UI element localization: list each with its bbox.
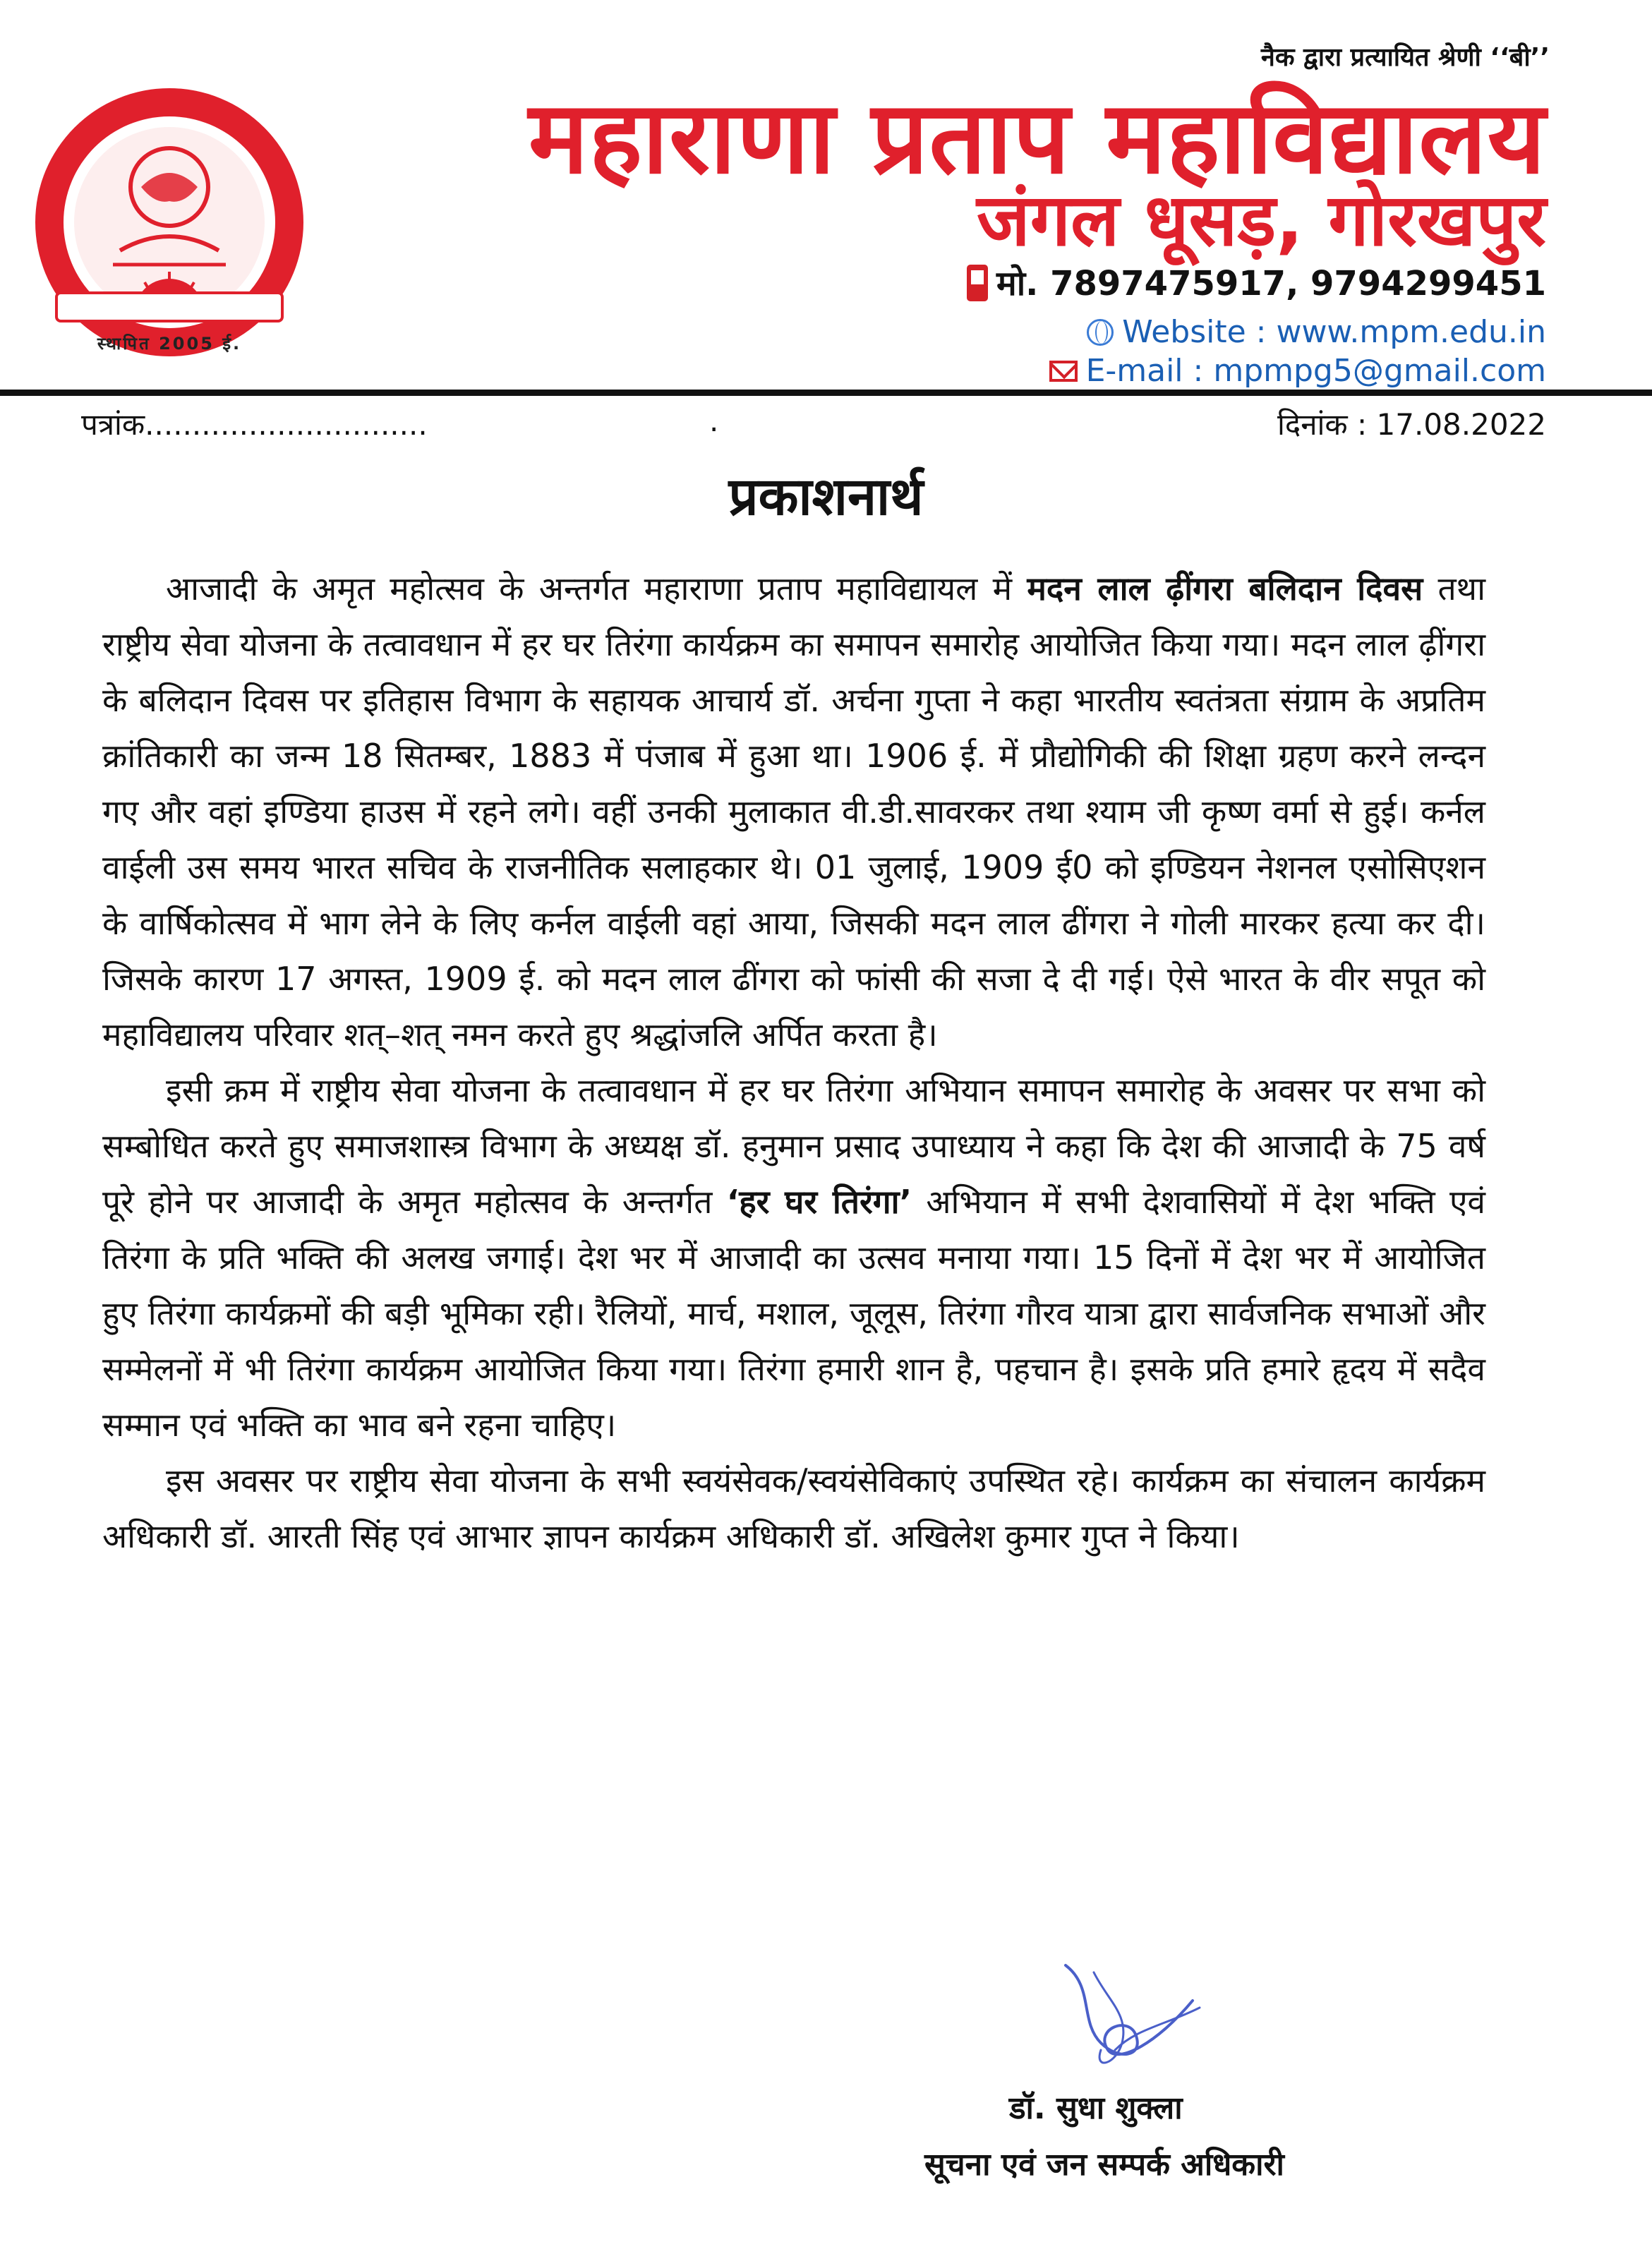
paragraph-3: इस अवसर पर राष्ट्रीय सेवा योजना के सभी स्वयंसेवक/स्वयंसेविकाएं उपस्थित रहे। कार्यक्रम का संचालन कार्यक्रम अधिकारी डॉ. आरती सिंह एवं आभार ज्ञापन कार्यक्रम अधिकारी डॉ. अखिलेश कुमार गुप्त ने किया। bbox=[102, 1461, 1485, 1555]
letter-date: दिनांक : 17.08.2022 bbox=[1277, 407, 1546, 442]
highlight-sacrifice-day: मदन लाल ढ़ींगरा बलिदान दिवस bbox=[1027, 569, 1423, 608]
email-row bbox=[1049, 353, 1546, 389]
signer-name: डॉ. सुधा शुक्ला bbox=[1009, 2090, 1183, 2126]
phone-numbers: मो. 7897475917, 9794299451 bbox=[996, 264, 1546, 303]
reference-number: पत्रांक.............................. bbox=[81, 407, 428, 442]
paragraph-1: आजादी के अमृत महोत्सव के अन्तर्गत महाराणा प्रताप महाविद्यायल में मदन लाल ढ़ींगरा बलिदान दिवस तथा राष्ट्रीय सेवा योजना के तत्वावधान में हर घर तिरंगा कार्यक्रम का समापन समारोह आयोजित किया गया। मदन लाल ढ़ींगरा के बलिदान दिवस पर इतिहास विभाग के सहायक आचार्य डॉ. अर्चना गुप्ता ने कहा भारतीय स्वतंत्रता संग्राम के अप्रतिम क्रांतिकारी का जन्म 18 सितम्बर, 1883 में पंजाब में हुआ था। 1906 ई. में प्रौद्योगिकी की शिक्षा ग्रहण करने लन्दन गए और वहां इण्डिया हाउस में रहने लगे। वहीं उनकी मुलाकात वी.डी.सावरकर तथा श्याम जी कृष्ण वर्मा से हुई। कर्नल वाईली उस समय भारत सचिव के राजनीतिक सलाहकार थे। 01 जुलाई, 1909 ई0 को इण्डियन नेशनल एसोसिएशन के वार्षिकोत्सव में भाग लेने के लिए कर्नल वाईली वहां आया, जिसकी मदन लाल ढींगरा ने गोली मारकर हत्या कर दी। जिसके कारण 17 अगस्त, 1909 ई. को मदन लाल ढींगरा को फांसी की सजा दे दी गई। ऐसे भारत के वीर सपूत को महाविद्यालय परिवार शत्–शत् नमन करते हुए श्रद्धांजलि अर्पित करता है। bbox=[102, 569, 1485, 1054]
paragraph-2: इसी क्रम में राष्ट्रीय सेवा योजना के तत्वावधान में हर घर तिरंगा अभियान समापन समारोह के अवसर पर सभा को सम्बोधित करते हुए समाजशास्त्र विभाग के अध्यक्ष डॉ. हनुमान प्रसाद उपाध्याय ने कहा कि देश की आजादी के 75 वर्ष पूरे होने पर आजादी के अमृत महोत्सव के अन्तर्गत ‘हर घर तिरंगा’ अभियान में सभी देशवासियों में देश भक्ति एवं तिरंगा के प्रति भक्ति की अलख जगाई। देश भर में आजादी का उत्सव मनाया गया। 15 दिनों में देश भर में आयोजित हुए तिरंगा कार्यक्रमों की बड़ी भूमिका रही। रैलियों, मार्च, मशाल, जूलूस, तिरंगा गौरव यात्रा द्वारा सार्वजनिक सभाओं और सम्मेलनों में भी तिरंगा कार्यक्रम आयोजित किया गया। तिरंगा हमारी शान है, पहचान है। इसके प्रति हमारे हृदय में सदैव सम्मान एवं भक्ति का भाव बने रहना चाहिए। bbox=[102, 1071, 1485, 1444]
college-name: महाराणा प्रताप महाविद्यालय bbox=[528, 80, 1546, 196]
phone-row bbox=[967, 260, 1546, 306]
email-link[interactable]: E-mail : mpmpg5@gmail.com bbox=[1085, 353, 1546, 389]
established-year: स्थापित 2005 ई. bbox=[97, 334, 242, 354]
highlight-har-ghar-tiranga: ‘हर घर तिरंगा’ bbox=[726, 1183, 912, 1221]
handwritten-signature bbox=[1051, 1958, 1207, 2078]
accreditation-grade: नैक द्वारा प्रत्यायित श्रेणी ‘‘बी’’ bbox=[1260, 43, 1550, 72]
mobile-phone-icon bbox=[967, 265, 988, 301]
college-location: जंगल धूसड़, गोरखपुर bbox=[977, 179, 1546, 263]
press-release-body bbox=[102, 561, 1485, 1564]
header-divider bbox=[0, 390, 1652, 396]
reference-dot: . bbox=[709, 404, 719, 438]
website-link[interactable]: Website : www.mpm.edu.in bbox=[1122, 314, 1546, 350]
mail-icon bbox=[1049, 361, 1078, 382]
globe-icon bbox=[1087, 319, 1114, 346]
document-title: प्रकाशनार्थ bbox=[728, 466, 924, 527]
website-row bbox=[1087, 314, 1546, 350]
signer-designation: सूचना एवं जन सम्पर्क अधिकारी bbox=[924, 2147, 1284, 2183]
college-logo bbox=[28, 81, 310, 363]
